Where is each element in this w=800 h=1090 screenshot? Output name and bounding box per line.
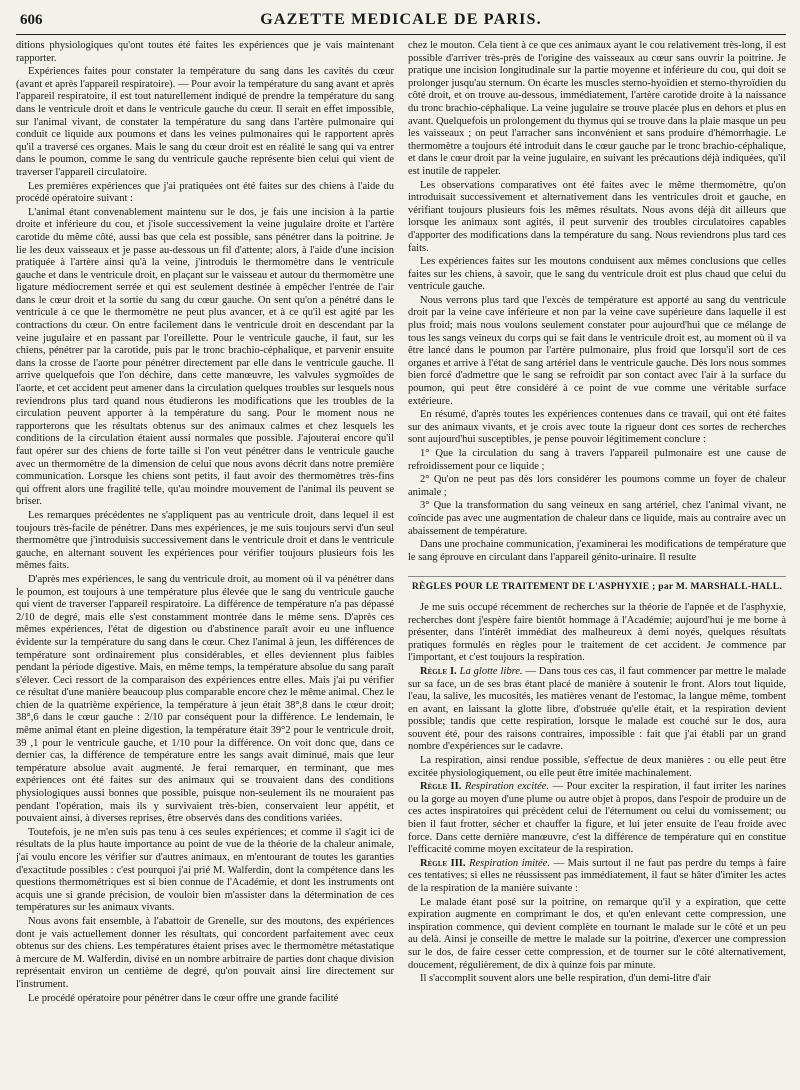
paragraph: Les expériences faites sur les moutons conduisent aux mêmes conclusions que celles faites sur les chiens, à savoir, que le sang du ventricule droit est plus chaud que celui du ventricule gauche.	[408, 256, 786, 293]
paragraph: Dans une prochaine communication, j'examinerai les modifications de température que le sang éprouve en circulant dans l'appareil génito-urinaire. Il resulte	[408, 539, 786, 563]
paragraph: Nous verrons plus tard que l'excès de température est apporté au sang du ventricule droit par la veine cave inférieure et non par la veine cave supérieure dans laquelle il est plus froid; mais nous voulons seulement constater pour aujourd'hui que ce mélange de tous les sangs veineux du corps qui se fait dans le ventricule droit est, au moment où il va être lancé dans le poumon par l'artère pulmonaire, plus froid que lorsqu'il sort de ces organes et arrive à l'état de sang artériel dans le ventricule gauche. Dès lors nous sommes bien forcé d'admettre que le sang se refroidit par son contact avec l'air à la surface du poumon, qui peut être considéré à ce point de vue comme une véritable surface extérieure.	[408, 294, 786, 407]
paragraph: ditions physiologiques qu'ont toutes été faites les expériences que je vais maintenant rapporter.	[16, 40, 394, 64]
paragraph: En résumé, d'après toutes les expériences contenues dans ce travail, qui ont été faites sur des animaux vivants, et je crois avec toute la rigueur dont ces sortes de recherches sont aujourd'hui susceptibles, je pense pouvoir légitimement conclure :	[408, 409, 786, 446]
paragraph: Les remarques précédentes ne s'appliquent pas au ventricule droit, dans lequel il est toujours très-facile de pénétrer. Dans mes expériences, je me suis toujours servi d'un seul thermomètre que j'introduisis successivement dans le ventricule droit et dans le ventricule gauche, en alternant souvent les expériences pour vérifier toujours plusieurs fois les mêmes faits.	[16, 509, 394, 572]
paragraph: Les observations comparatives ont été faites avec le même thermomètre, qu'on introduisait successivement et alternativement dans les ventricules droit et gauche, en vérifiant toujours plusieurs fois les mêmes résultats. Nous avons déjà dit ailleurs que lorsque les animaux sont agités, il peut survenir des troubles circulatoires capables d'apporter des modifications dans la température du sang. Nous reviendrons plus tard ces faits.	[408, 179, 786, 254]
rule-title: La glotte libre.	[459, 665, 523, 677]
text-columns	[16, 40, 786, 1085]
rule-title: Respiration imitée.	[469, 857, 550, 869]
rule-paragraph	[408, 858, 786, 896]
paragraph: 1° Que la circulation du sang à travers l'appareil pulmonaire est une cause de refroidissement pour ce liquide ;	[408, 448, 786, 472]
section-title: RÈGLES POUR LE TRAITEMENT DE L'ASPHYXIE ; par M. MARSHALL-HALL.	[408, 576, 786, 594]
paragraph: chez le mouton. Cela tient à ce que ces animaux ayant le cou relativement très-long, il est possible d'arriver très-près de l'origine des vaisseaux au cœur sans ouvrir la poitrine. Je pratique une incision longitudinale sur la partie moyenne et inférieure du cou, qui doit se prolonger jusqu'au sternum. On écarte les muscles sterno-hyoïdien et sterno-thyroïdien du côté droit, et on trouve au-dessous, immédiatement, l'artère carotide droite à la naissance du tronc brachio-céphalique. La veine jugulaire se trouve placée plus en dehors et plus en avant. Quelquefois un prolongement du thymus qui se trouve dans la plaie masque un peu les vaisseaux ; on peut l'arracher sans inconvénient et sans produire d'hémorrhagie. Le thermomètre a toujours été introduit dans le cœur gauche par le tronc brachio-céphalique, et dans le cœur droit par la veine jugulaire, en suivant les précautions déjà indiquées, qu'il est inutile de rappeler.	[408, 40, 786, 177]
rule-text: — Mais surtout il ne faut pas perdre du temps à faire ces tentatives; si elles ne réussissent pas immédiatement, il faut se hâter d'imiter les actes de la respiration de la manière suivante :	[408, 857, 786, 894]
paragraph: Les premières expériences que j'ai pratiquées ont été faites sur des chiens à l'aide du procédé opératoire suivant :	[16, 180, 394, 205]
rule-paragraph	[408, 781, 786, 857]
paragraph: D'après mes expériences, le sang du ventricule droit, au moment où il va pénétrer dans le poumon, est toujours à une température plus élevée que le sang du ventricule gauche qui vient de traverser l'appareil respiratoire. La différence de température n'a pas dépassé 2/10 de degré, mais elle s'est constamment montrée dans le même sens. D'après ces mêmes expériences, l'état de digestion ou d'abstinence paraît avoir eu une influence évidente sur la température du sang dans le cœur. Chez l'animal à jeun, les différences de température sont ordinairement plus considérables, et elles deviennent plus faibles pendant la période digestive. Mais, en même temps, la température absolue du sang paraît s'élever. Ceci ressort de la comparaison des expériences entre elles. Mais j'ai pu vérifier ce résultat d'une manière beaucoup plus comparable encore chez le même animal. Chez le chien de la quatrième expérience, la température à jeun était 38°,8 dans le cœur droit; 38°,6 dans le cœur gauche : 2/10 par conséquent pour la différence. Le lendemain, le même animal étant en pleine digestion, la température était 39°2 pour le ventricule droit, 39 ,1 pour le ventricule gauche, et 1/10 pour la différence. On voit donc que, dans ce dernier cas, la différence de température entre les sangs avait diminué, mais que leur température absolue avait augmenté. Je ferai remarquer, en terminant, que mes expériences ont été faites sur des animaux qui se trouvaient dans des conditions physiologiques aussi bonnes que possible, puisque non-seulement ils ne mouraient pas pendant l'opération, mais ils y survivaient très-bien, conservaient leur appétit, et pouvaient ainsi, à diverses reprises, être observés dans des conditions variées.	[16, 573, 394, 825]
paragraph: Je me suis occupé récemment de recherches sur la théorie de l'apnée et de l'asphyxie, recherches dont j'espère faire bientôt hommage à l'Académie; aujourd'hui je me borne à présenter, dans l'intérêt immédiat des malheureux à demi noyés, quelques résultats pratiques formulés en règles pour le traitement de cet accident. Je commence par l'important, et c'est toujours la respiration.	[408, 601, 786, 664]
paragraph: Le procédé opératoire pour pénétrer dans le cœur offre une grande facilité	[28, 992, 339, 1004]
right-column	[408, 40, 786, 1085]
paragraph: Nous avons fait ensemble, à l'abattoir de Grenelle, sur des moutons, des expériences dont je vais actuellement donner les résultats, qui concordent parfaitement avec ceux obtenus sur des chiens. Les températures étaient prises avec le thermomètre métastatique à mercure de M. Walferdin, divisé en un nombre arbitraire de parties dont chaque division représentait environ un centième de degré, qu'on pouvait ainsi lire directement sur l'instrument.	[16, 915, 394, 990]
page-number: 606	[20, 12, 43, 28]
paragraph: 3° Que la transformation du sang veineux en sang artériel, chez l'animal vivant, ne coïncide pas avec une augmentation de chaleur dans ce liquide, mais au contraire avec un abaissement de température.	[408, 500, 786, 537]
rule-title: Respiration excitée.	[464, 781, 550, 793]
left-column	[16, 40, 394, 1085]
rule-text: — Pour exciter la respiration, il faut irriter les narines ou la gorge au moyen d'une plume ou autre objet à propos, dans l'espoir de produire un de ces actes inspiratoires qui précèdent celui de l'éternument ou celui du vomissement; ou bien il faut frotter, sécher et chauffer la figure, et lui jeter ensuite de l'eau froide avec force. Dans cette dernière manœuvre, c'est la différence de température qui en constitue l'efficacité comme moyen excitateur de la respiration.	[408, 781, 786, 856]
rule-text: — Dans tous ces cas, il faut commencer par mettre le malade sur sa face, un de ses bras étant placé de manière à soutenir le front. Alors tout liquide, l'eau, la salive, les mucosités, les matières venant de l'estomac, la langue même, tombent en avant, en laissant la glotte libre, d'obstruée qu'elle était, et la respiration devient possible; tandis que cette respiration, lorsque le malade est couché sur le dos, aura souvent été, pour des raisons contraires, impossible : fait que j'ai établi par un grand nombre d'expériences sur le cadavre.	[408, 665, 786, 753]
page-header	[16, 8, 786, 35]
paragraph: Il s'accomplit souvent alors une belle respiration, d'un demi-litre d'air	[420, 973, 711, 985]
journal-title: GAZETTE MEDICALE DE PARIS.	[260, 11, 542, 28]
paragraph: La respiration, ainsi rendue possible, s'effectue de deux manières : ou elle peut être excitée physiologiquement, ou elle peut être imitée machinalement.	[408, 755, 786, 779]
rule-label: Règle II.	[420, 781, 462, 793]
paragraph: L'animal étant convenablement maintenu sur le dos, je fais une incision à la partie droite et inférieure du cou, et j'isole successivement la veine jugulaire droite et l'artère carotide du même côté, aussi bas que cela est possible, sans pénétrer dans la poitrine. Je lie les deux vaisseaux et je passe au-dessous un fil d'attente; alors, à l'aide d'une incision pratiquée à l'artère ainsi qu'à la veine, j'introduis le thermomètre dans le ventricule gauche et dans le ventricule droit, en plaçant sur le vaisseau et autour du thermomètre une ligature médiocrement serrée et qui est seulement destinée à empêcher l'entrée de l'air dans le cœur droit et la sortie du sang du cœur gauche. On sent qu'on a pénétré dans le ventricule à ce que le thermomètre ne peut plus avancer, et à ce qu'il est agité par les contractions du cœur. On entre facilement dans le ventricule droit en descendant par la veine jugulaire et en passant par l'oreillette. Pour le ventricule gauche, il faut, sur les chiens, pénétrer par la carotide, puis par le tronc brachio-céphalique, et parvenir ensuite dans la crosse de l'aorte pour pénétrer directement par elle dans le ventricule gauche. Il arrive quelquefois que l'on déchire, dans cette manœuvre, les valvules sygmoïdes de l'aorte, et cet accident peut amener dans la circulation quelques troubles sur lesquels nous reviendrons plus tard quand nous étudierons les modifications que les troubles de la circulation peuvent apporter à la température du sang. Pour le moment nous ne rapporterons que les résultats obtenus sur des animaux calmes et chez lesquels les conditions de la circulation étaient aussi normales que possible. J'ajouterai encore qu'il faut opérer sur des chiens de forte taille si l'on veut pénétrer dans le ventricule gauche avec un thermomètre de la dimension de celui que nous avons décrit dans notre première communication. Lorsque les chiens sont petits, il faut avoir des thermomètres très-fins qui offrent alors une fragilité telle, qu'au moindre mouvement de l'animal ils peuvent se briser.	[16, 206, 394, 508]
paragraph: Expériences faites pour constater la température du sang dans les cavités du cœur (avant et après l'appareil respiratoire). — Pour avoir la température du sang avant et après l'appareil respiratoire, il est tout naturellement indiqué de prendre la température du sang dans le ventricule droit et dans le ventricule gauche du cœur. Il serait en effet impossible, sur l'animal vivant, de constater la température du sang dans l'artère pulmonaire qui conduit ce liquide aux poumons et dans les veines pulmonaires qui le rapportent après qu'il a traversé ces organes. Mais le sang du cœur droit est en réalité le sang qui va entrer dans le poumon, comme le sang du ventricule gauche représente bien celui qui vient de traverser l'appareil circulatoire.	[16, 66, 394, 178]
rule-label: Règle I.	[420, 665, 457, 677]
paragraph: 2° Qu'on ne peut pas dès lors considérer les poumons comme un foyer de chaleur animale ;	[408, 474, 786, 498]
paragraph: Toutefois, je ne m'en suis pas tenu à ces seules expériences; et comme il s'agit ici de résultats de la plus haute importance au point de vue de la théorie de la chaleur animale, j'ai voulu encore les vérifier sur d'autres animaux, en m'entourant de toutes les garanties d'exactitude possibles : c'est pourquoi j'ai prié M. Walferdin, dont la compétence dans les questions thermométriques est si bien connue de l'Académie, et dont les instruments ont acquis une si grande précision, de vouloir bien m'assister dans la détermination de ces températures sur les animaux vivants.	[16, 826, 394, 914]
rule-paragraph	[408, 666, 786, 754]
paragraph: Le malade étant posé sur la poitrine, on remarque qu'il y a expiration, que cette expiration augmente en comprimant le dos, et qu'en enlevant cette compression, une inspiration commence, qui devient complète en tournant le malade sur le côté et un peu au delà. Ainsi je conseille de mettre le malade sur la poitrine, d'exercer une compression sur le dos, de faire cesser cette compression, et de tourner sur le côté alternativement, doucement, régulièrement, de dix à quinze fois par minute.	[408, 896, 786, 971]
rule-label: Règle III.	[420, 857, 466, 869]
